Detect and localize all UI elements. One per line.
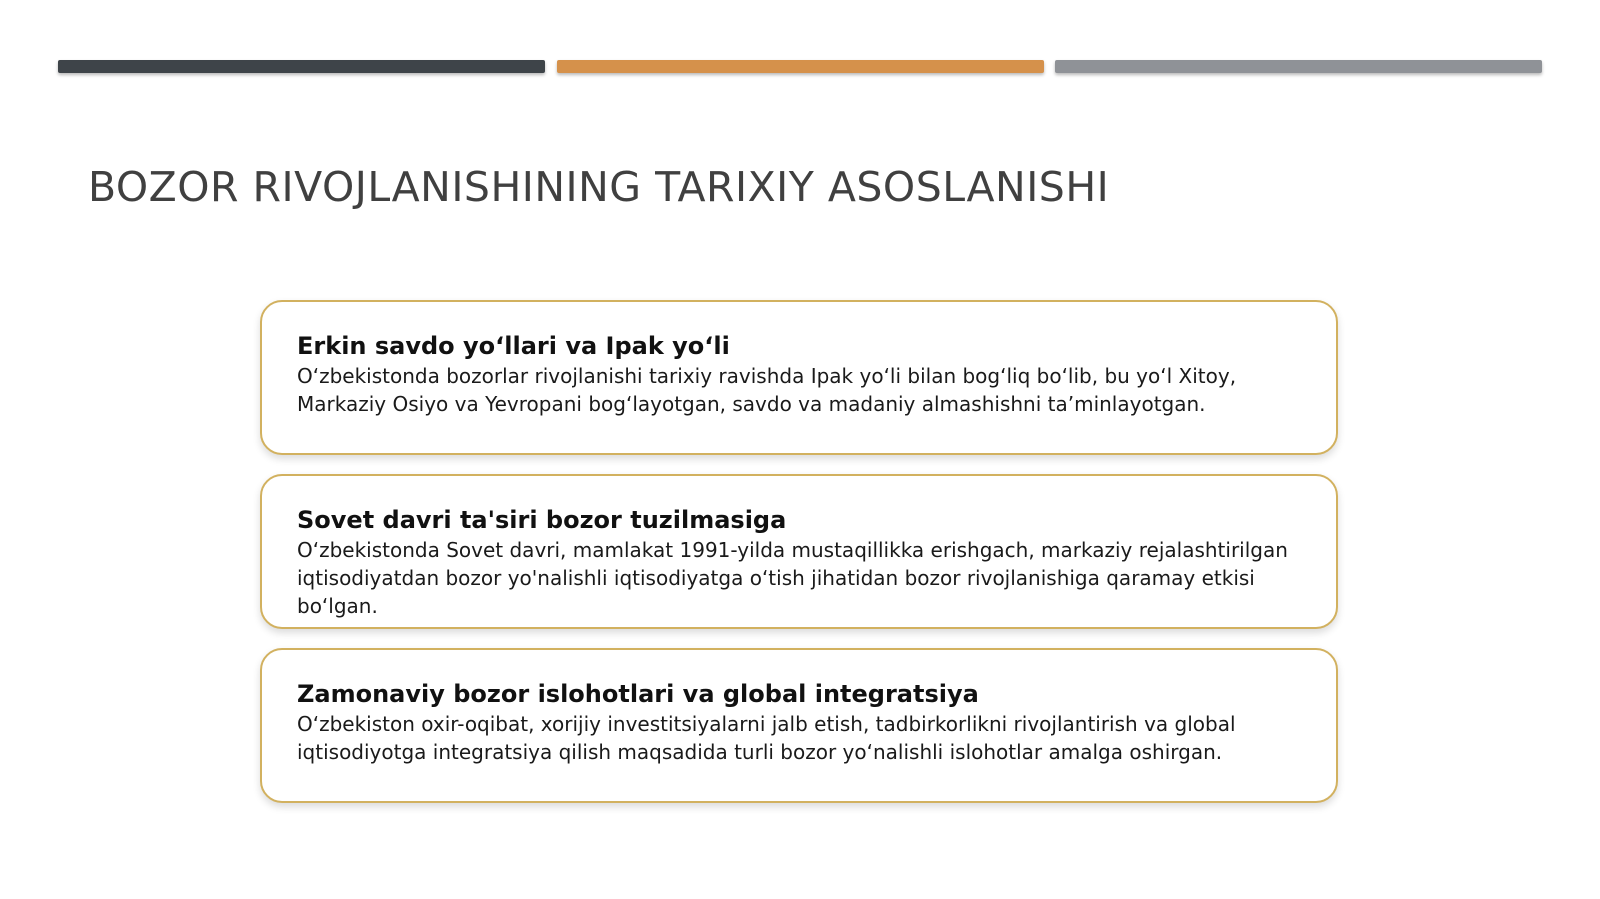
accent-bar-dark <box>58 60 545 73</box>
card-body: O‘zbekistonda Sovet davri, mamlakat 1991-yilda mustaqillikka erishgach, markaziy rejalashtirilgan iqtisodiyatdan bozor yo'nalishli iqtisodiyatga o‘tish jihatidan bozor rivojlanishiga qaramay etkisi bo‘lgan. <box>297 538 1288 618</box>
slide-title: BOZOR RIVOJLANISHINING TARIXIY ASOSLANISHI <box>88 163 1110 211</box>
card-heading: Erkin savdo yo‘llari va Ipak yo‘li <box>297 332 730 360</box>
accent-bar-orange <box>557 60 1044 73</box>
info-card-silk-road <box>260 300 1338 455</box>
card-body: O‘zbekiston oxir-oqibat, xorijiy investitsiyalarni jalb etish, tadbirkorlikni rivojlantirish va global iqtisodiyotga integratsiya qilish maqsadida turli bozor yo‘nalishli islohotlar amalga oshirgan. <box>297 712 1236 764</box>
info-card-soviet-era <box>260 474 1338 629</box>
accent-bar-gray <box>1055 60 1542 73</box>
card-heading: Sovet davri ta'siri bozor tuzilmasiga <box>297 506 787 534</box>
card-body: O‘zbekistonda bozorlar rivojlanishi tarixiy ravishda Ipak yo‘li bilan bog‘liq bo‘lib, bu yo‘l Xitoy, Markaziy Osiyo va Yevropani bog‘layotgan, savdo va madaniy almashishni ta’minlayotgan. <box>297 364 1237 416</box>
card-heading: Zamonaviy bozor islohotlari va global integratsiya <box>297 680 979 708</box>
info-card-modern-reforms <box>260 648 1338 803</box>
